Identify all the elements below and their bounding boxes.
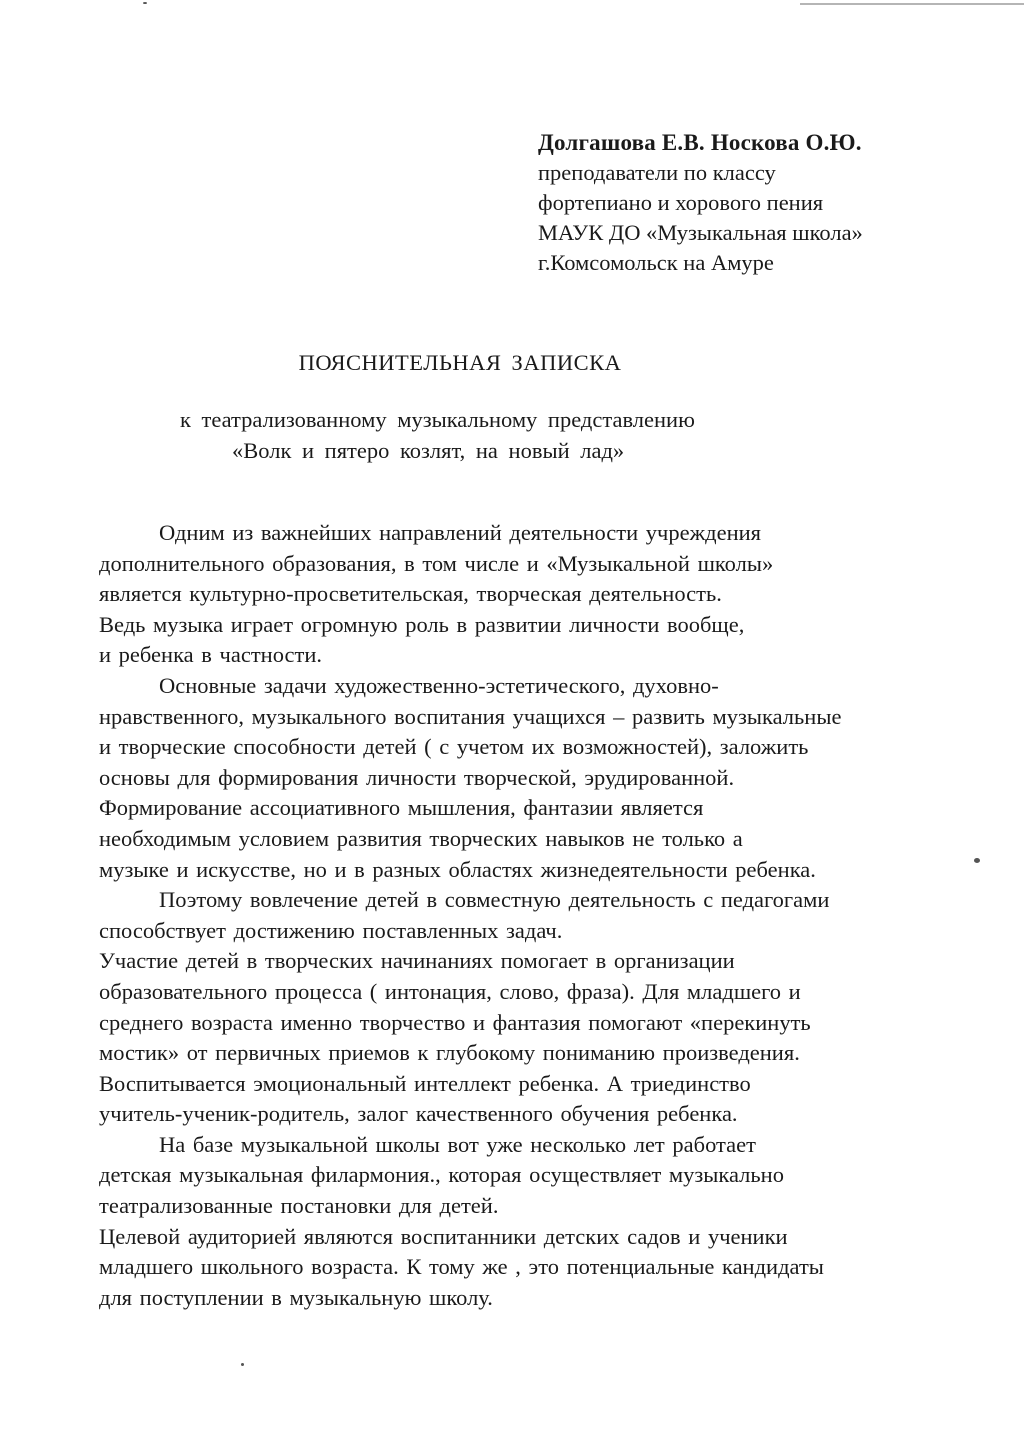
body-line: среднего возраста именно творчество и фантазия помогают «перекинуть (99, 1009, 811, 1035)
body-text (99, 518, 919, 1313)
body-line: дополнительного образования, в том числе и «Музыкальной школы» (99, 550, 774, 576)
body-line: Воспитывается эмоциональный интеллект ребенка. А триединство (99, 1070, 751, 1096)
body-line: и творческие способности детей ( с учетом их возможностей), заложить (99, 734, 809, 760)
body-line: Формирование ассоциативного мышления, фантазии является (99, 795, 704, 821)
body-line: театрализованные постановки для детей. (99, 1193, 499, 1219)
subtitle-line: «Волк и пятеро козлят, на новый лад» (232, 438, 625, 463)
body-line: мостик» от первичных приемов к глубокому пониманию произведения. (99, 1040, 800, 1066)
body-line: Целевой аудиторией являются воспитанники детских садов и ученики (99, 1223, 788, 1249)
body-line: Участие детей в творческих начинаниях помогает в организации (99, 948, 735, 974)
scan-edge-line (800, 3, 1024, 5)
body-line: Основные задачи художественно-эстетического, духовно- (159, 672, 719, 698)
document-title: ПОЯСНИТЕЛЬНАЯ ЗАПИСКА (298, 350, 622, 375)
body-line: способствует достижению поставленных задач. (99, 917, 563, 943)
body-line: нравственного, музыкального воспитания учащихся – развить музыкальные (99, 703, 842, 729)
body-line: музыке и искусстве, но и в разных областях жизнедеятельности ребенка. (99, 856, 816, 882)
scan-speck (143, 2, 147, 4)
body-line: Ведь музыка играет огромную роль в развитии личности вообще, (99, 611, 745, 637)
body-line: для поступлении в музыкальную школу. (99, 1284, 493, 1310)
author-line: г.Комсомольск на Амуре (538, 250, 774, 275)
body-line: На базе музыкальной школы вот уже несколько лет работает (159, 1131, 756, 1157)
author-line: преподаватели по классу (538, 160, 776, 185)
body-line: образовательного процесса ( интонация, слово, фраза). Для младшего и (99, 978, 801, 1004)
author-block (538, 128, 863, 278)
body-line: младшего школьного возраста. К тому же , это потенциальные кандидаты (99, 1254, 824, 1280)
subtitle-line: к театрализованному музыкальному представлению (180, 407, 695, 432)
author-line: МАУК ДО «Музыкальная школа» (538, 220, 863, 245)
body-line: необходимым условием развития творческих навыков не только а (99, 825, 743, 851)
body-line: Поэтому вовлечение детей в совместную деятельность с педагогами (159, 887, 830, 913)
scan-speck (241, 1363, 244, 1366)
body-line: Одним из важнейших направлений деятельности учреждения (159, 520, 762, 545)
body-line: является культурно-просветительская, творческая деятельность. (99, 581, 722, 607)
author-line: фортепиано и хорового пения (538, 190, 824, 215)
body-line: и ребенка в частности. (99, 642, 322, 668)
body-line: учитель-ученик-родитель, залог качественного обучения ребенка. (99, 1101, 738, 1127)
author-names: Долгашова Е.В. Носкова О.Ю. (538, 130, 862, 155)
body-line: детская музыкальная филармония., которая осуществляет музыкально (99, 1162, 784, 1188)
scan-speck (974, 858, 980, 863)
body-line: основы для формирования личности творческой, эрудированной. (99, 764, 735, 790)
